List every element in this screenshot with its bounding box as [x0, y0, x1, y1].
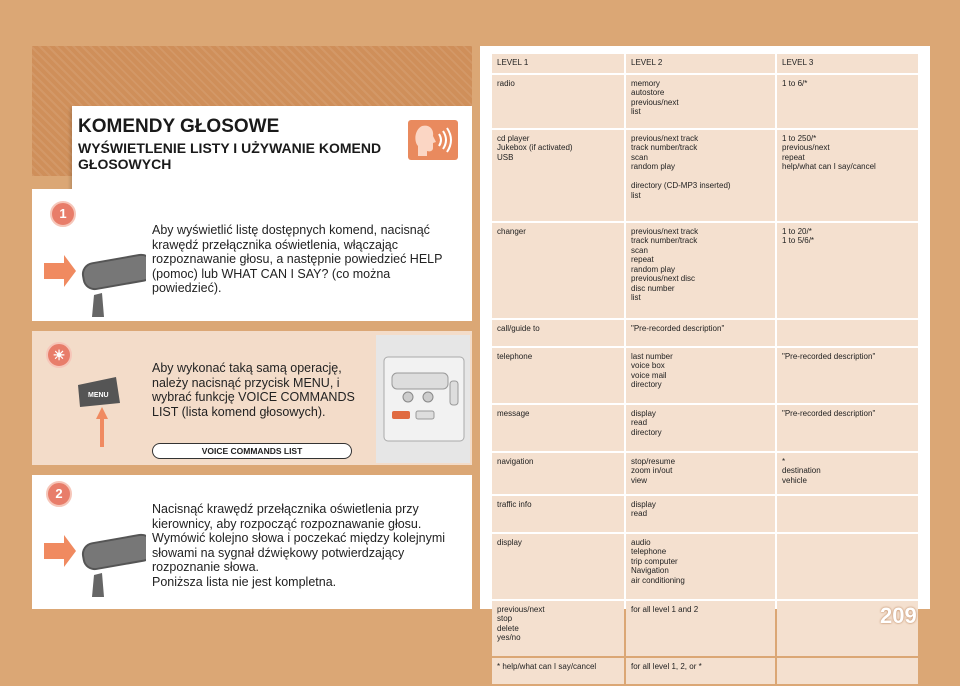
table-cell: for all level 1 and 2 — [626, 601, 775, 656]
table-header-row — [492, 54, 918, 73]
page-title: KOMENDY GŁOSOWE — [78, 116, 280, 137]
lighting-stalk-icon — [42, 237, 146, 317]
table-cell: "Pre-recorded description" — [777, 348, 918, 403]
table-cell: display read — [626, 496, 775, 532]
page-subtitle: WYŚWIETLENIE LISTY I UŻYWANIE KOMEND GŁOSOWYCH — [78, 140, 382, 172]
voice-speaking-icon — [408, 120, 458, 160]
table-cell: for all level 1, 2, or * — [626, 658, 775, 684]
lighting-stalk-icon-2 — [42, 517, 146, 597]
table-cell: "Pre-recorded description" — [777, 405, 918, 451]
menu-label: MENU — [88, 392, 109, 399]
table-cell: memory autostore previous/next list — [626, 75, 775, 128]
table-cell: navigation — [492, 453, 624, 494]
table-cell: previous/next track track number/track scan repeat random play previous/next disc disc number list — [626, 223, 775, 318]
step-2-text: Nacisnąć krawędź przełącznika oświetlenia przy kierownicy, aby rozpocząć rozpoznawanie głosu. Wymówić kolejno słowa i poczekać między kolejnymi słowami na sygnał dźwiękowy potwierdzający rozpoznanie słowa. Poniższa lista nie jest kompletna. — [152, 502, 446, 589]
table-cell: * destination vehicle — [777, 453, 918, 494]
table-row — [492, 348, 918, 403]
table-cell: 1 to 6/* — [777, 75, 918, 128]
step-1-text: Aby wyświetlić listę dostępnych komend, nacisnąć krawędź przełącznika oświetlenia, włączając rozpoznawanie głosu, a następnie powiedzieć HELP (pomoc) lub WHAT CAN I SAY? (co można powiedzieć). — [152, 223, 443, 295]
instructions-column — [32, 46, 472, 609]
table-cell: audio telephone trip computer Navigation air conditioning — [626, 534, 775, 599]
table-row — [492, 320, 918, 346]
table-cell: previous/next stop delete yes/no — [492, 601, 624, 656]
radio-panel-image — [376, 335, 470, 463]
table-row — [492, 658, 918, 684]
voice-commands-list-button[interactable]: VOICE COMMANDS LIST — [152, 443, 352, 459]
table-row — [492, 223, 918, 318]
table-cell: "Pre-recorded description" — [626, 320, 775, 346]
table-cell: last number voice box voice mail directory — [626, 348, 775, 403]
table-row — [492, 75, 918, 128]
table-cell: display — [492, 534, 624, 599]
column-header: LEVEL 3 — [777, 54, 918, 73]
table-cell: cd player Jukebox (if activated) USB — [492, 130, 624, 221]
table-cell: 1 to 250/* previous/next repeat help/what can I say/cancel — [777, 130, 918, 221]
table-cell — [777, 658, 918, 684]
table-cell: radio — [492, 75, 624, 128]
table-cell: message — [492, 405, 624, 451]
step-tip-text: Aby wykonać taką samą operację, należy nacisnąć przycisk MENU, i wybrać funkcję VOICE COMMANDS LIST (lista komend głosowych). — [152, 361, 355, 419]
table-row — [492, 130, 918, 221]
step-1-badge: 1 — [50, 201, 76, 227]
column-header: LEVEL 1 — [492, 54, 624, 73]
table-cell — [777, 534, 918, 599]
table-cell — [777, 496, 918, 532]
table-cell: call/guide to — [492, 320, 624, 346]
table-row — [492, 453, 918, 494]
table-cell: telephone — [492, 348, 624, 403]
table-cell: previous/next track track number/track scan random play directory (CD-MP3 inserted) list — [626, 130, 775, 221]
table-cell: stop/resume zoom in/out view — [626, 453, 775, 494]
step-2-panel — [32, 475, 472, 609]
step-1-panel — [32, 189, 472, 321]
menu-button-icon — [76, 377, 124, 457]
step-2-badge: 2 — [46, 481, 72, 507]
table-cell: 1 to 20/* 1 to 5/6/* — [777, 223, 918, 318]
table-cell — [777, 320, 918, 346]
table-cell: traffic info — [492, 496, 624, 532]
table-row — [492, 601, 918, 656]
tip-badge: ☀ — [46, 342, 72, 368]
table-cell: changer — [492, 223, 624, 318]
table-row — [492, 496, 918, 532]
voice-commands-table — [490, 52, 920, 686]
table-cell: * help/what can I say/cancel — [492, 658, 624, 684]
column-header: LEVEL 2 — [626, 54, 775, 73]
table-row — [492, 534, 918, 599]
page-number: 209 — [880, 603, 917, 628]
table-cell: display read directory — [626, 405, 775, 451]
table-row — [492, 405, 918, 451]
